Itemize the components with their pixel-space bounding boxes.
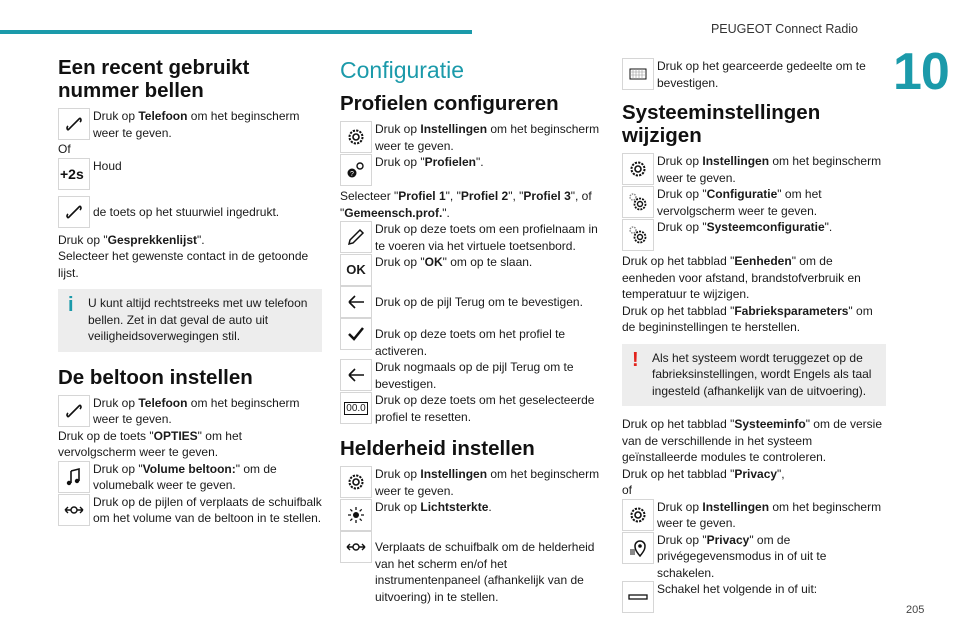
step-settings: Druk op Instellingen om het beginscherm weer te geven. — [340, 121, 604, 154]
heading-ringtone: De beltoon instellen — [58, 365, 253, 389]
column-1 — [58, 52, 322, 527]
step-hold: +2s Houd — [58, 158, 322, 190]
ok-icon: OK — [340, 254, 372, 286]
heading-recent-number: Een recent gebruikt nummer bellen — [58, 56, 250, 102]
step-slider: Druk op de pijlen of verplaats de schuifbalk om het volume van de beltoon in te stellen. — [58, 494, 322, 527]
step-activate: Druk op deze toets om het profiel te activeren. — [340, 318, 604, 359]
header-title: PEUGEOT Connect Radio — [710, 22, 858, 36]
brightness-icon — [340, 499, 372, 531]
phone-handset-icon — [58, 108, 90, 140]
step-profiles: ? Druk op "Profielen". — [340, 154, 604, 186]
text-options: Druk op de toets "OPTIES" om het vervolgscherm weer te geven. — [58, 428, 242, 459]
heading-brightness: Helderheid instellen — [340, 437, 535, 460]
step-privacy: Druk op "Privacy" om de privégegevensmodus in of uit te schakelen. — [622, 532, 886, 582]
phone-handset-icon — [58, 395, 90, 427]
step-phone: Druk op Telefoon om het beginscherm weer te geven. — [58, 108, 322, 141]
gear-icon — [340, 121, 372, 153]
step-ring-volume: Druk op "Volume beltoon:" om de volumebalk weer te geven. — [58, 461, 322, 494]
text-or: of — [622, 483, 633, 497]
text-privacy-tab: Druk op het tabblad "Privacy", — [622, 466, 785, 481]
step-settings-4: Druk op Instellingen om het beginscherm weer te geven. — [622, 499, 886, 532]
step-back: Druk op de pijl Terug om te bevestigen. — [340, 286, 604, 318]
svg-text:?: ? — [350, 171, 354, 178]
music-note-icon — [58, 461, 90, 493]
text-system-info: Druk op het tabblad "Systeeminfo" om de versie van de verschillende in het systeem geïnstalleerde modules te controleren. — [622, 417, 882, 464]
info-note: i U kunt altijd rechtstreeks met uw telefoon bellen. Zet in dat geval de auto uit veiligheidsoverwegingen stil. — [58, 289, 322, 352]
step-slider-2: Verplaats de schuifbalk om de helderheid van het scherm en/of het instrumentenpaneel (afhankelijk van de uitvoering) in te stellen. — [340, 531, 604, 605]
step-configuration: Druk op "Configuratie" om het vervolgscherm weer te geven. — [622, 186, 886, 219]
page-number: 205 — [906, 604, 925, 616]
step-system-config: Druk op "Systeemconfiguratie". — [622, 219, 886, 251]
checkmark-icon — [340, 318, 372, 350]
step-ok: OK Druk op "OK" om op te slaan. — [340, 254, 604, 286]
phone-handset-icon — [58, 196, 90, 228]
gear-icon — [622, 499, 654, 531]
gear-icon — [340, 466, 372, 498]
gear-icon — [622, 153, 654, 185]
step-edit-name: Druk op deze toets om een profielnaam in te voeren via het virtuele toetsenbord. — [340, 221, 604, 254]
text-units: Druk op het tabblad "Eenheden" om de eenheden voor afstand, brandstofverbruik en temperatuur te wijzigen. — [622, 254, 861, 301]
step-settings-2: Druk op Instellingen om het beginscherm weer te geven. — [340, 466, 604, 499]
gears-icon — [622, 219, 654, 251]
toggle-bar-icon — [622, 581, 654, 613]
step-reset: 00.0 Druk op deze toets om het geselecteerde profiel te resetten. — [340, 392, 604, 425]
step-brightness: Druk op Lichtsterkte. — [340, 499, 604, 531]
column-3 — [622, 52, 886, 613]
profile-question-icon — [340, 154, 372, 186]
step-toggle: Schakel het volgende in of uit: — [622, 581, 886, 613]
hatched-area-icon — [622, 58, 654, 90]
step-phone-2: Druk op Telefoon om het beginscherm weer te geven. — [58, 395, 322, 428]
header-accent-bar — [0, 30, 472, 34]
privacy-location-icon — [622, 532, 654, 564]
text-select-profile: Selecteer "Profiel 1", "Profiel 2", "Profiel 3", of "Gemeensch.prof.". — [340, 189, 592, 220]
pencil-icon — [340, 221, 372, 253]
column-2 — [340, 52, 604, 605]
step-back-2: Druk nogmaals op de pijl Terug om te bevestigen. — [340, 359, 604, 392]
heading-system-settings: Systeeminstellingen wijzigen — [622, 101, 821, 147]
text-factory: Druk op het tabblad "Fabrieksparameters" om de begininstellingen te herstellen. — [622, 303, 873, 334]
step-settings-3: Druk op Instellingen om het beginscherm weer te geven. — [622, 153, 886, 186]
svg-text:+2s: +2s — [60, 165, 84, 182]
warning-icon: ! — [632, 348, 639, 371]
slider-arrows-icon — [340, 531, 372, 563]
back-arrow-icon — [340, 286, 372, 318]
gears-icon — [622, 186, 654, 218]
chapter-number: 10 — [893, 43, 949, 101]
info-icon: i — [68, 294, 74, 316]
text-select-contact: Selecteer het gewenste contact in de getoonde lijst. — [58, 249, 309, 280]
reset-counter-icon: 00.0 — [340, 392, 372, 424]
text-or: Of — [58, 142, 71, 156]
heading-profiles: Profielen configureren — [340, 92, 559, 115]
slider-arrows-icon — [58, 494, 90, 526]
heading-configuration: Configuratie — [340, 57, 465, 83]
step-hatched: Druk op het gearceerde gedeelte om te bevestigen. — [622, 58, 886, 91]
plus-2s-icon — [58, 158, 90, 190]
step-steering-key: de toets op het stuurwiel ingedrukt. — [58, 196, 322, 228]
back-arrow-icon — [340, 359, 372, 391]
text-call-log: Druk op "Gesprekkenlijst". — [58, 232, 205, 247]
warning-note: ! Als het systeem wordt teruggezet op de fabrieksinstellingen, wordt Engels als taal ingesteld (afhankelijk van de uitvoering). — [622, 344, 886, 407]
